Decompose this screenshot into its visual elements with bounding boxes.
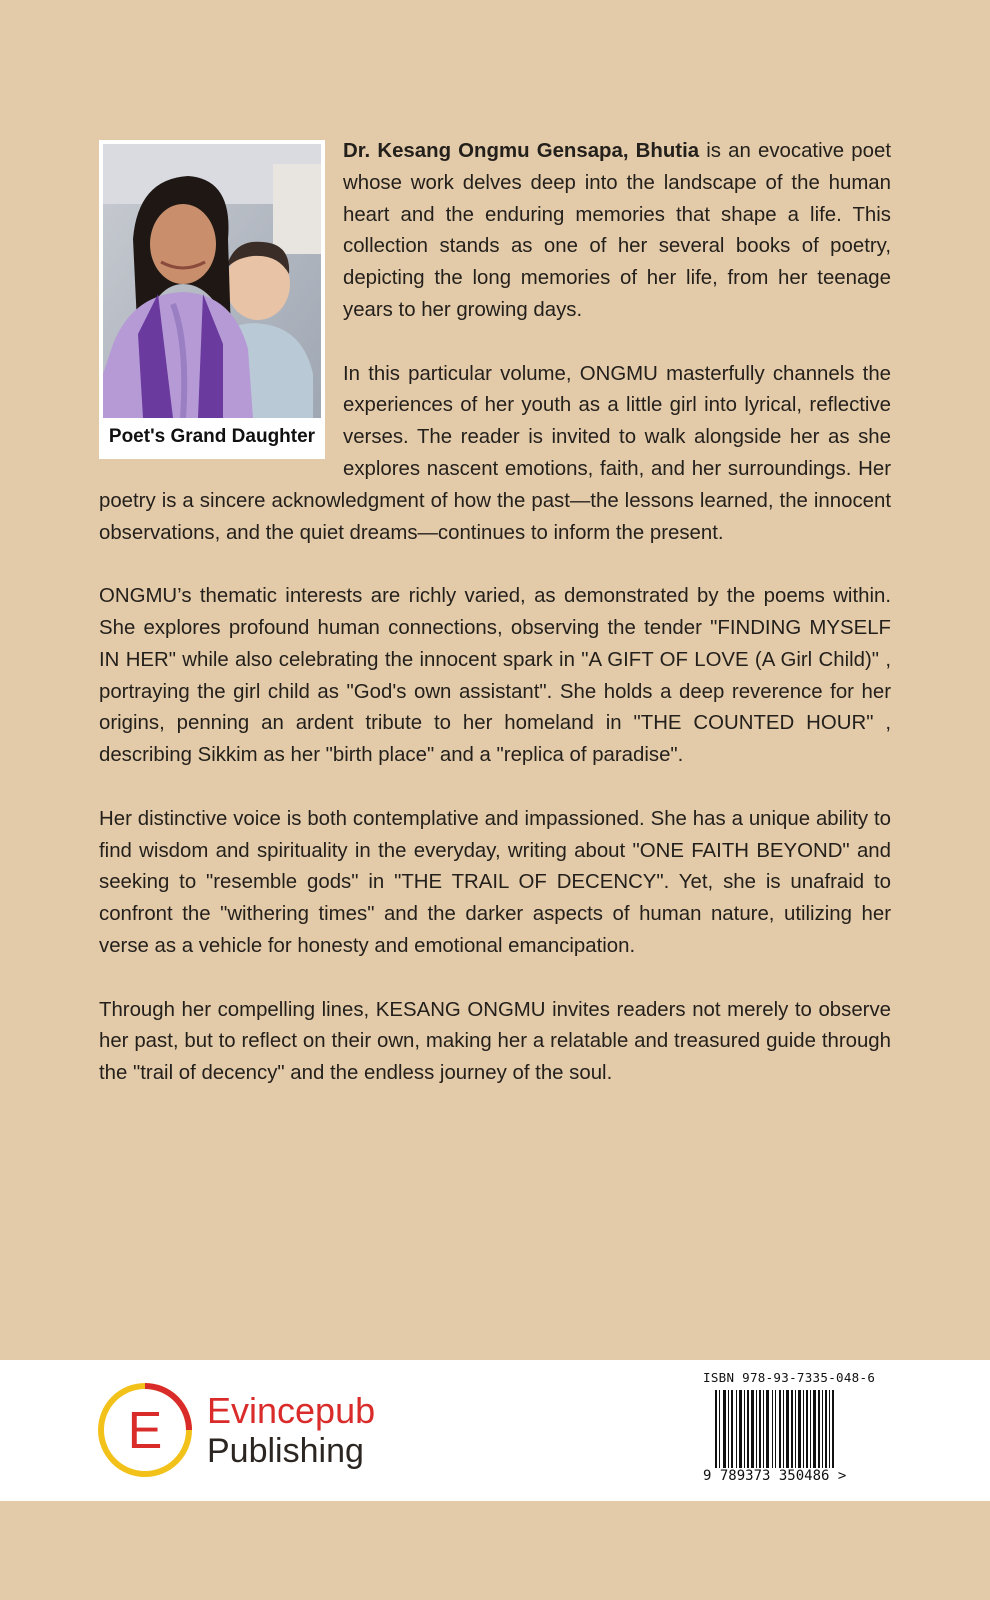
isbn-label: ISBN 978-93-7335-048-6 (703, 1370, 876, 1385)
bio-paragraph-5: Through her compelling lines, KESANG ONGMU invites readers not merely to observe her past, but to reflect on their own, making her a relatable and treasured guide through the "trail of decency" and the endless journey of the soul. (99, 998, 891, 1085)
publisher-name: Evincepub (207, 1390, 376, 1431)
footer-band (0, 1360, 990, 1501)
bio-paragraph-1-text: is an evocative poet whose work delves deep into the landscape of the human heart and the enduring memories that shape a life. This collection stands as one of her several books of poetry, depicting the long memories of her life, from her teenage years to her growing days. (343, 140, 891, 321)
publisher-subtitle: Publishing (207, 1432, 364, 1470)
publisher-logo-icon (97, 1380, 197, 1480)
barcode-icon (713, 1390, 843, 1480)
isbn-barcode-block (703, 1370, 893, 1490)
barcode-digits: 9 789373 350486 > (703, 1468, 847, 1484)
bio-paragraph-3: ONGMU’s thematic interests are richly varied, as demonstrated by the poems within. She explores profound human connections, observing the tender "FINDING MYSELF IN HER" while also celebrating the innocent spark in "A GIFT OF LOVE (A Girl Child)" , portraying the girl child as "God's own assistant". She holds a deep reverence for her origins, penning an ardent tribute to her homeland in "THE COUNTED HOUR" , describing Sikkim as her "birth place" and a "replica of paradise". (99, 585, 891, 767)
author-photo-frame (99, 140, 325, 459)
author-photo (103, 144, 321, 418)
bio-paragraph-2: In this particular volume, ONGMU masterfully channels the experiences of her youth as a little girl into lyrical, reflective verses. The reader is invited to walk alongside her as she explores nascent emotions, faith, and her surroundings. Her poetry is a sincere acknowledgment of how the past—the lessons learned, the innocent observations, and the quiet dreams—continues to inform the present. (99, 362, 891, 544)
author-name: Dr. Kesang Ongmu Gensapa, Bhutia (343, 140, 700, 162)
bio-paragraph-4: Her distinctive voice is both contemplative and impassioned. She has a unique ability to find wisdom and spirituality in the everyday, writing about "ONE FAITH BEYOND" and seeking to "resemble gods" in "THE TRAIL OF DECENCY". Yet, she is unafraid to confront the "withering times" and the darker aspects of human nature, utilizing her verse as a vehicle for honesty and emotional emancipation. (99, 807, 891, 957)
back-cover-text (99, 136, 891, 1122)
publisher-logo (97, 1380, 417, 1480)
photo-caption: Poet's Grand Daughter (108, 426, 316, 447)
logo-letter: E (127, 1402, 163, 1460)
